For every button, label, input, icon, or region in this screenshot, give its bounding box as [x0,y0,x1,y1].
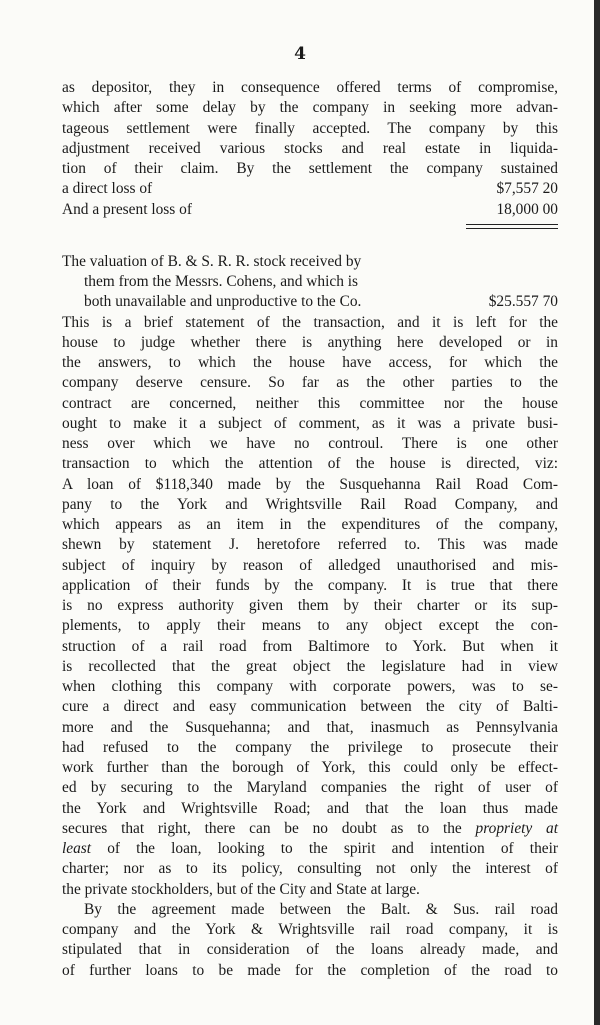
loss-table [62,179,558,232]
text-line: house to judge whether there is anything here developed or in [62,333,558,351]
text-line: This is a brief statement of the transaction, and it is left for the [62,313,558,331]
page-number: 4 [294,44,306,64]
sum-rule [62,220,558,232]
body-text [62,78,558,981]
text-line: which after some delay by the company in seeking more advan- [62,99,558,117]
text-line: transaction to which the attention of the house is directed, viz: [62,455,558,473]
text-line: ought to make it a subject of comment, as it was a private busi- [62,414,558,432]
text-line: more and the Susquehanna; and that, inasmuch as Pennsylvania [62,718,558,736]
text-line: company deserve censure. So far as the other parties to the [62,374,558,392]
text-line: tageous settlement were finally accepted. The company by this [62,119,558,137]
text-line: cure a direct and easy communication between the city of Balti- [62,698,558,716]
text-line: is recollected that the great object the legislature had in view [62,657,558,675]
text-line: when clothing this company with corporate powers, was to se- [62,678,558,695]
loss-label: a direct loss of [62,180,153,198]
valuation-total-row [62,292,558,312]
text-line: work further than the borough of York, this could only be effect- [62,759,558,776]
loss-label: And a present loss of [62,200,192,218]
text-line: A loan of $118,340 made by the Susquehanna Rail Road Com- [62,475,558,493]
text-line: the answers, to which the house have access, for which the [62,354,558,371]
text-line: tion of their claim. By the settlement the company sustained [62,160,558,177]
paragraph-1 [62,78,558,179]
text-line: shewn by statement J. heretofore referred to. This was made [62,536,558,554]
loss-row-present [62,200,558,220]
page-edge-shadow [594,0,600,1025]
paragraph-2 [62,313,558,900]
paragraph-3 [62,900,558,981]
text-line: of further loans to be made for the completion of the road to [62,961,558,979]
rule-line [466,228,558,229]
loss-amount: $7,557 20 [496,180,558,198]
text-line: as depositor, they in consequence offered terms of compromise, [62,79,558,96]
loss-amount: 18,000 00 [496,200,558,218]
text-line: stipulated that in consideration of the loans already made, and [62,941,558,959]
loss-row-direct [62,179,558,199]
text-line [62,819,558,839]
text-line: application of their funds by the company. It is true that there [62,576,558,594]
text-line: the York and Wrightsville Road; and that the loan thus made [62,799,558,817]
text-line: contract are concerned, neither this committee nor the house [62,394,558,412]
text-run: secures that right, there can be no doubt as to the [62,819,476,837]
text-line: had refused to the company the privilege to prosecute their [62,738,558,756]
italic-run: propriety at [475,819,559,837]
text-line: adjustment received various stocks and real estate in liquida- [62,139,558,157]
text-line: company and the York & Wrightsville rail road company, it is [62,921,558,938]
text-line: plements, to apply their means to any object except the con- [62,617,558,635]
text-line: which appears as an item in the expenditures of the company, [62,516,558,533]
text-line: them from the Messrs. Cohens, and which is [84,273,359,290]
valuation-entry [62,252,558,313]
text-line: ness over which we have no controul. There is one other [62,435,558,452]
text-line: struction of a rail road from Baltimore to York. But when it [62,637,558,655]
text-line: charter; nor as to its policy, consulting not only the interest of [62,860,558,878]
text-run: of the loan, looking to the spirit and intention of their [91,840,558,857]
valuation-amount: $25.557 70 [488,293,558,311]
text-line [62,839,558,859]
italic-run: least [62,840,92,857]
text-line: By the agreement made between the Balt. & Sus. rail road [84,900,558,918]
valuation-label: both unavailable and unproductive to the Co. [84,293,362,311]
rule-line [466,224,558,225]
text-line: ed by securing to the Maryland companies the right of user of [62,779,558,797]
text-line: the private stockholders, but of the City and State at large. [62,880,420,898]
text-line: The valuation of B. & S. R. R. stock received by [62,252,362,270]
text-line: is no express authority given them by their charter or its sup- [62,597,558,614]
text-line: subject of inquiry by reason of alledged unauthorised and mis- [62,556,558,574]
text-line: pany to the York and Wrightsville Rail Road Company, and [62,495,558,513]
